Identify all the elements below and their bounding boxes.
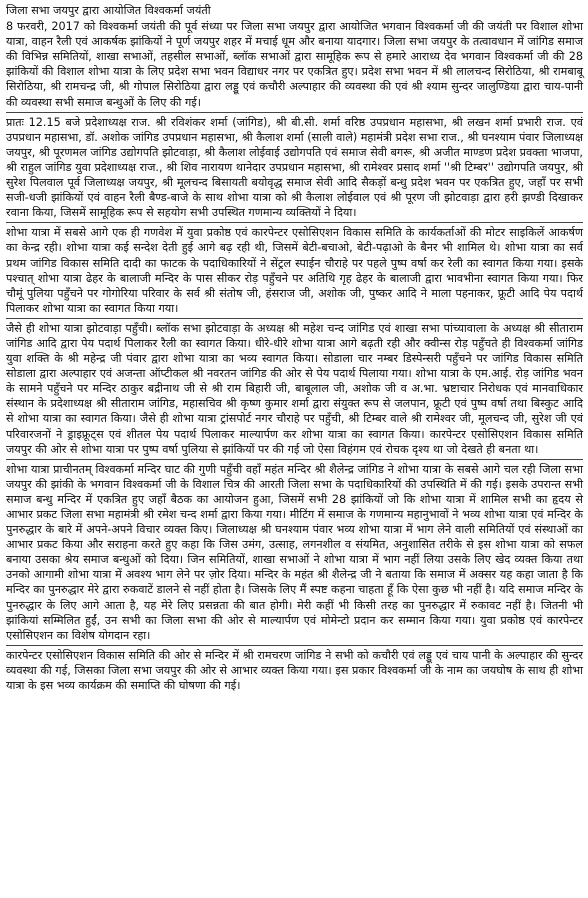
paragraph-departure: प्रातः 12.15 बजे प्रदेशाध्यक्ष राज. श्री रविशंकर शर्मा (जांगिड), श्री बी.सी. शर्मा वरिष्ठ उपप्रधान महासभा, श्री लखन शर्मा प्रभारी राज. एवं उपप्रधान महासभा, डॉ. अशोक जांगिड उपप्रधान महासभा, श्री कैलाश शर्मा (साली वाले) महामंत्री प्रदेश सभा राज., श्री घनश्याम पंवार जिलाध्यक्ष जयपुर, श्री पूरणमल जांगिड उद्योगपति झोटवाड़ा, श्री कैलाश लोईवाई उद्योगपति एवं समाज सेवी बगरू, श्री अजीत माण्डण प्रदेश प्रवक्ता भाजपा, श्री राहुल जांगिड युवा प्रदेशाध्यक्ष राज., श्री शिव नारायण थानेदार उपप्रधान महासभा, श्री रामेश्वर प्रसाद शर्मा ''श्री टिम्बर'' उद्योगपति जयपुर, श्री सुरेश पिलवाल पूर्व जिलाध्यक्ष जयपुर, श्री मूलचन्द बिसायती बयोवृद्ध समाज सेवी आदि सैकड़ों बन्धु प्रदेश भवन पर एकत्रित हुए, जहाँ पर सभी सजी-धजी झांकियों एवं वाहन रैली बैण्ड-बाजे के साथ शोभा यात्रा को श्री कैलाश लोईवाल एवं श्री पूरण जी झोटवाड़ा द्वारा हरी झण्डी दिखाकर रवाना किया, जिसमें सामूहिक रूप से सहयोग सभी उपस्थित गणमान्य व्यक्तियों ने दिया। xyxy=(6,115,583,224)
paragraph-conclusion: कारपेन्टर एसोसिएशन विकास समिति की ओर से मन्दिर में श्री रामचरण जांगिड ने सभी को कचौरी एवं लड्डू एवं चाय पानी के अल्पाहार की सुन्दर व्यवस्था की गई, जिसका जिला सभा जयपुर की ओर से आभार व्यक्त किया गया। इस प्रकार विश्वकर्मा जी के नाम का जयघोष के साथ ही शोभा यात्रा के इस भव्य कार्यक्रम की समाप्ति की घोषणा की गई। xyxy=(6,648,583,693)
article-title: जिला सभा जयपुर द्वारा आयोजित विश्वकर्मा जयंती xyxy=(6,4,211,17)
paragraph-temple-meeting: शोभा यात्रा प्राचीनतम् विश्वकर्मा मन्दिर घाट की गुणी पहुँची वहाँ महंत मन्दिर श्री शैलेन्द्र जांगिड ने शोभा यात्रा के सबसे आगे चल रही जिला सभा जयपुर की झांकी के भगवान विश्वकर्मा जी के विशाल चित्र की आरती जिला सभा के पदाधिकारियों की उपस्थिति में की गई। इसके उपरान्त सभी समाज बन्धु मन्दिर में एकत्रित हुए जहाँ बैठक का आयोजन हुआ, जिसमें सभी 28 झांकियों जो कि शोभा यात्रा में शामिल सभी का हृदय से आभार प्रकट जिला सभा महामंत्री श्री रमेश चन्द शर्मा द्वारा किया गया। मीटिंग में समाज के गणमान्य महानुभावों ने भव्य शोभा यात्रा एवं मन्दिर के पुनरुद्धार के बारे में अपने-अपने विचार व्यक्त किए। जिलाध्यक्ष श्री घनश्याम पंवार भव्य शोभा यात्रा में भाग लेने वाली समितियों एवं संस्थाओं का आभार प्रकट किया और सराहना करते हुए कहा कि जिस उमंग, उत्साह, लगनशील व संयमित, अनुशासित तरीके से इस शोभा यात्रा को सफल बनाया उसका श्रेय समाज बन्धुओं को दिया। जिन समितियों, शाखा सभाओं ने शोभा यात्रा में भाग नहीं लिया उसके लिए खेद व्यक्त किया तथा उनको आगामी शोभा यात्रा में अवश्य भाग लेने पर ज़ोर दिया। मन्दिर के महंत श्री शैलेन्द्र जी ने बताया कि समाज में अक्सर यह कहा जाता है कि मन्दिर का पुनरुद्धार मेरे द्वारा रुकवाटें डालने से नहीं होता है। जिसके लिए मैं स्पष्ट कहना चाहता हूँ कि ऐसा कुछ भी नहीं है। यदि समाज मन्दिर के पुनरुद्धार के लिए आगे आता है, यह मेरे लिए प्रसन्नता की बात होगी। मेरी कहीं भी किसी तरह का पुनरुद्धार में रुकावट नहीं है। जितनी भी झांकियां सम्मिलित हुईं, उन सभी का जिला सभा की ओर से माल्यार्पण एवं मोमेन्टो प्रदान कर सम्मान किया गया। युवा प्रकोष्ठ एवं कारपेन्टर एसोसिएशन का विशेष योगदान रहा। xyxy=(6,462,583,646)
paragraph-procession-route: शोभा यात्रा में सबसे आगे एक ही गणवेश में युवा प्रकोष्ठ एवं कारपेन्टर एसोसिएशन विकास समिति के कार्यकर्ताओं की मोटर साइकिलें आकर्षण का केन्द्र रही। शोभा यात्रा कई सन्देश देती हुई आगे बढ़ रही थी, जिसमें बेटी-बचाओ, बेटी-पढ़ाओ के बैनर भी शामिल थे। शोभा यात्रा का सर्व प्रथम जांगिड विकास समिति दादी का फाटक के पदाधिकारियों ने सेंट्रल स्पाईन चौराहे पर पहले पुष्प वर्षा कर रेली का स्वागत किया गया। इसके पश्चात् शोभा यात्रा ढेहर के बालाजी मन्दिर के पास सीकर रोड़ पहुँचने पर अतिथि गृह ढेहर के बालाजी द्वारा भावभीना स्वागत किया गया। फिर चौमूं पुलिया पहुँचने पर गोगोरिया परिवार के सर्व श्री संतोष जी, हंसराज जी, अशोक जी, पुष्कर आदि ने माला पहनाकर, फ्रूटी आदि पेय पदार्थ पिलाकर शोभा यात्रा का स्वागत किया गया। xyxy=(6,225,583,319)
article xyxy=(6,3,583,695)
paragraph-jhotwara-welcome: जैसे ही शोभा यात्रा झोटवाड़ा पहुँची। ब्लॉक सभा झोटवाड़ा के अध्यक्ष श्री महेश चन्द जांगिड एवं शाखा सभा पांच्यावाला के अध्यक्ष श्री सीताराम जांगिड आदि द्वारा पेय पदार्थ पिलाकर रैली का स्वागत किया। धीरे-धीरे शोभा यात्रा आगे बढ़ती रही और क्वीन्स रोड़ पहुँचते ही विश्वकर्मा जांगिड युवा शक्ति के श्री महेन्द्र जी पंवार द्वारा शोभा यात्रा का भव्य स्वागत किया। सोडाला चार नम्बर डिस्पेन्सरी पहुँचने पर जांगिड विकास समिति सोडाला द्वारा अल्पाहार एवं अजन्ता ऑप्टीकल श्री नवरतन जांगिड की ओर से पेय पदार्थ पिलाया गया। शोभा यात्रा के एम.आई. रोड़ जांगिड भवन के सामने पहुँचने पर मन्दिर ठाकुर बद्रीनाथ जी से श्री राम बिहारी जी, बाबूलाल जी, अशोक जी व अ.भा. भ्रष्टाचार निरोधक एवं मानवाधिकार संस्थान के प्रदेशाध्यक्ष श्री सीताराम जांगिड, महासचिव श्री कृष्ण कुमार शर्मा द्वारा संयुक्त रूप से जलपान, फ्रूटी एवं पुष्प वर्षा तथा बिस्कुट आदि से शोभा यात्रा का स्वागत किया। जैसे ही शोभा यात्रा ट्रांसपोर्ट नगर चौराहे पर पहुँची, श्री टिम्बर वाले श्री रामेश्वर जी, मूलचन्द जी, सुरेश जी एवं परिवारजनों ने ड्राइफ्रूट्स एवं शीतल पेय पदार्थ पिलाकर माल्यार्पण कर शोभा यात्रा का स्वागत किया। कारपेन्टर एसोसिएशन विकास समिति जयपुर की ओर से शोभा यात्रा पर पुष्प वर्षा पुलिया से झांकियों पर की गई जो ऐसा विहंगम एवं रोचक दृश्य था जो देखते ही बनता था। xyxy=(6,321,583,460)
paragraph-gathering: 8 फरवरी, 2017 को विश्वकर्मा जयंती की पूर्व संध्या पर जिला सभा जयपुर द्वारा आयोजित भगवान विश्वकर्मा जी की जयंती पर विशाल शोभा यात्रा, वाहन रैली एवं आकर्षक झांकियों ने पूर्ण जयपुर शहर में मचाई धूम और बनाया यादगार। जिला सभा जयपुर के तत्वावधान में जांगिड समाज की विभिन्न समितियों, शाखा सभाओं, तहसील सभाओं, ब्लॉक सभाओं द्वारा सामूहिक रूप से हमारे आराध्य देव भगवान विश्वकर्मा जी की 28 झांकियों की विशाल शोभा यात्रा के लिए प्रदेश सभा भवन विद्याधर नगर पर एकत्रित हुए। प्रदेश सभा भवन में श्री लालचन्द सिरोठिया, श्री रामबाबू सिरोठिया, श्री रामचन्द्र जी, श्री गोपाल सिरोठिया द्वारा लड्डू एवं कचौरी अल्पाहार की व्यवस्था की एवं श्री श्याम सुन्दर जालुण्डिया द्वारा चाय-पानी की व्यवस्था सभी समाज बन्धुओं के लिए की गई। xyxy=(6,19,583,113)
